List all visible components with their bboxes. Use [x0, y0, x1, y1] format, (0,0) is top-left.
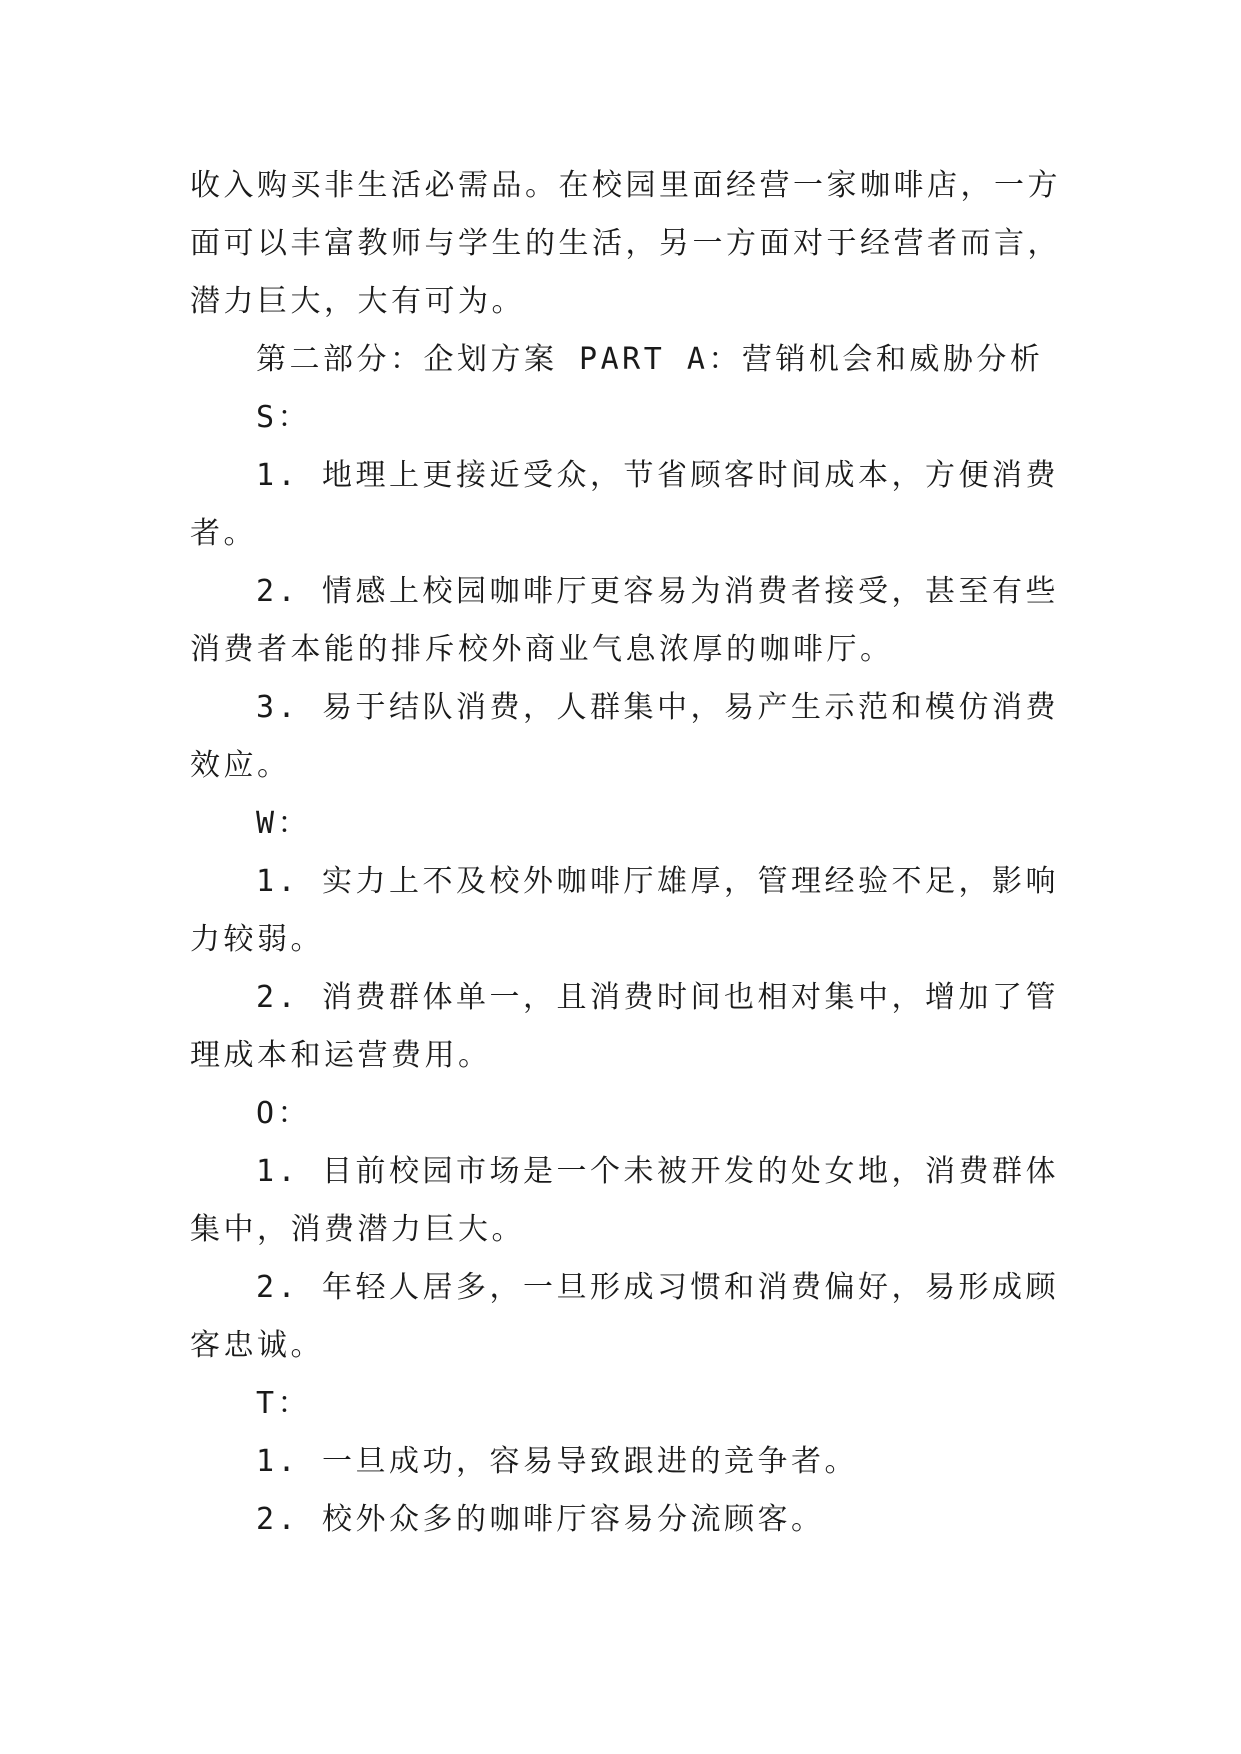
list-item — [190, 969, 1070, 1027]
list-item — [190, 447, 1070, 505]
item-continuation: 效应。 — [190, 748, 291, 783]
list-item — [190, 853, 1070, 911]
swot-label-o: O： — [256, 1096, 312, 1131]
paragraph-line: 潜力巨大，大有可为。 — [190, 284, 525, 319]
item-number: 2. — [256, 1270, 300, 1305]
item-number: 1. — [256, 1444, 300, 1479]
item-number: 2. — [256, 1502, 300, 1537]
paragraph-line: 收入购买非生活必需品。在校园里面经营一家咖啡店，一方 — [190, 168, 1061, 203]
list-item — [190, 1491, 1070, 1549]
item-continuation: 集中，消费潜力巨大。 — [190, 1212, 525, 1247]
item-text: 易于结队消费，人群集中，易产生示范和模仿消费 — [322, 690, 1059, 725]
item-continuation: 消费者本能的排斥校外商业气息浓厚的咖啡厅。 — [190, 632, 894, 667]
item-continuation: 力较弱。 — [190, 922, 324, 957]
item-text: 一旦成功，容易导致跟进的竞争者。 — [322, 1444, 858, 1479]
swot-label-s: S： — [256, 400, 312, 435]
item-number: 1. — [256, 1154, 300, 1189]
item-text: 校外众多的咖啡厅容易分流顾客。 — [322, 1502, 825, 1537]
list-item — [190, 679, 1070, 737]
item-number: 1. — [256, 458, 300, 493]
item-text: 目前校园市场是一个未被开发的处女地，消费群体 — [322, 1154, 1059, 1189]
item-continuation: 理成本和运营费用。 — [190, 1038, 492, 1073]
item-text: 年轻人居多，一旦形成习惯和消费偏好，易形成顾 — [322, 1270, 1059, 1305]
swot-label-w: W： — [256, 806, 312, 841]
item-number: 2. — [256, 574, 300, 609]
list-item — [190, 1143, 1070, 1201]
paragraph-line: 面可以丰富教师与学生的生活，另一方面对于经营者而言， — [190, 226, 1061, 261]
list-item — [190, 563, 1070, 621]
item-text: 消费群体单一，且消费时间也相对集中，增加了管 — [322, 980, 1059, 1015]
item-continuation: 客忠诚。 — [190, 1328, 324, 1363]
list-item — [190, 1433, 1070, 1491]
list-item — [190, 1259, 1070, 1317]
document-body — [190, 157, 1070, 1549]
item-text: 地理上更接近受众，节省顾客时间成本，方便消费 — [322, 458, 1059, 493]
item-continuation: 者。 — [190, 516, 257, 551]
item-text: 情感上校园咖啡厅更容易为消费者接受，甚至有些 — [322, 574, 1059, 609]
swot-label-t: T： — [256, 1386, 312, 1421]
section-heading: 第二部分：企划方案 PART A：营销机会和威胁分析 — [256, 342, 1044, 377]
item-number: 1. — [256, 864, 300, 899]
item-number: 3. — [256, 690, 300, 725]
item-text: 实力上不及校外咖啡厅雄厚，管理经验不足，影响 — [322, 864, 1059, 899]
item-number: 2. — [256, 980, 300, 1015]
